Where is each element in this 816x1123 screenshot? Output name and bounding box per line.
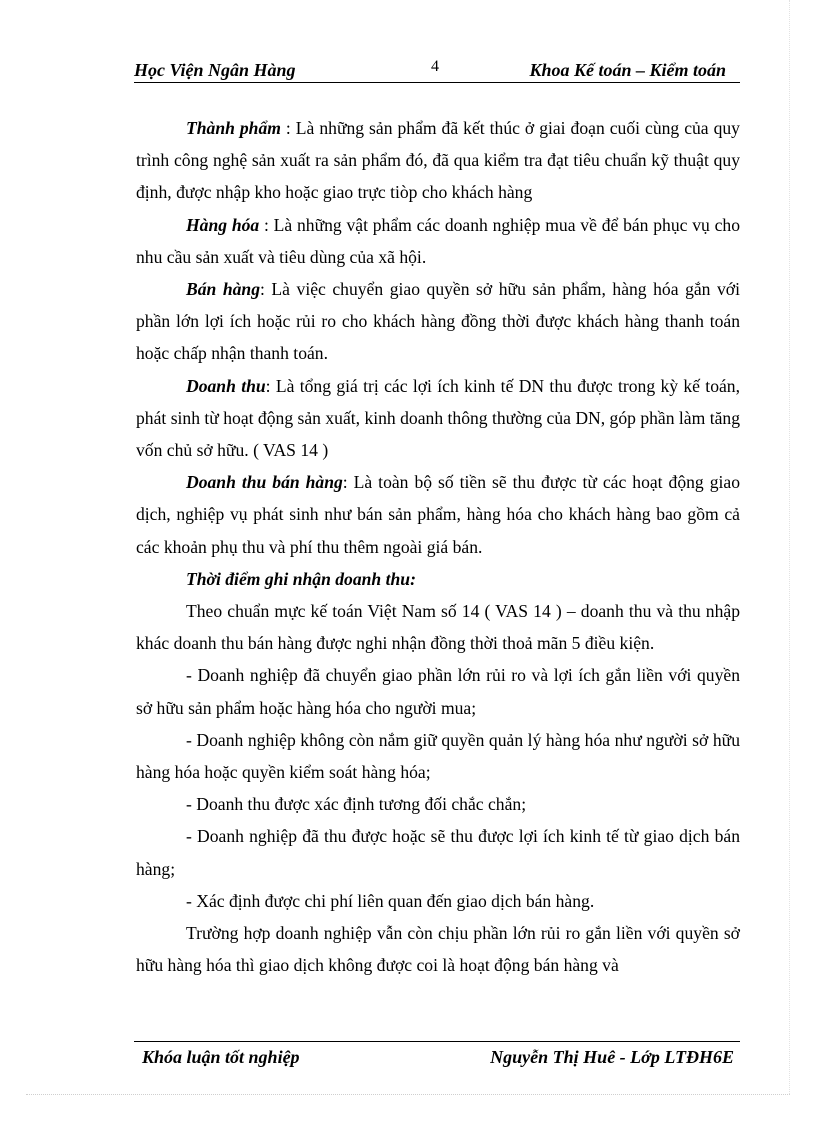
term: Doanh thu bán hàng bbox=[186, 472, 343, 493]
page-bottom-edge bbox=[26, 1094, 790, 1095]
page-number: 4 bbox=[431, 58, 439, 75]
footer-document-type: Khóa luận tốt nghiệp bbox=[142, 1047, 300, 1067]
paragraph: Doanh thu bán hàng: Là toàn bộ số tiền sẽ thu được từ các hoạt động giao dịch, nghiệp vụ phát sinh như bán sản phẩm, hàng hóa cho khách hàng bao gồm cả các khoản phụ thu và phí thu thêm ngoài giá bán. bbox=[136, 472, 740, 557]
term: Thời điểm ghi nhận doanh thu: bbox=[186, 568, 416, 589]
header-institution: Học Viện Ngân Hàng bbox=[134, 60, 296, 80]
term: Doanh thu bbox=[186, 375, 266, 396]
paragraph: Theo chuẩn mực kế toán Việt Nam số 14 ( VAS 14 ) – doanh thu và thu nhập khác doanh thu bán hàng được nghi nhận đồng thời thoả mãn 5 điều kiện. bbox=[136, 601, 740, 654]
page-footer bbox=[134, 1047, 740, 1071]
list-item: - Doanh nghiệp đã chuyển giao phần lớn rủi ro và lợi ích gắn liền với quyền sở hữu sản phẩm hoặc hàng hóa cho người mua; bbox=[136, 665, 740, 718]
list-item: - Doanh nghiệp không còn nắm giữ quyền quản lý hàng hóa như người sở hữu hàng hóa hoặc quyền kiểm soát hàng hóa; bbox=[136, 729, 740, 783]
paragraph: Trường hợp doanh nghiệp vẫn còn chịu phần lớn rủi ro gắn liền với quyền sở hữu hàng hóa thì giao dịch không được coi là hoạt động bán hàng và bbox=[136, 923, 740, 976]
list-item: - Doanh thu được xác định tương đối chắc chắn; bbox=[186, 794, 527, 815]
section-heading bbox=[136, 563, 740, 595]
page-header bbox=[134, 58, 740, 83]
footer-divider bbox=[134, 1041, 740, 1042]
paragraph: Doanh thu: Là tổng giá trị các lợi ích kinh tế DN thu được trong kỳ kế toán, phát sinh từ hoạt động sản xuất, kinh doanh thông thường của DN, góp phần làm tăng vốn chủ sở hữu. ( VAS 14 ) bbox=[136, 375, 740, 461]
list-item: - Xác định được chi phí liên quan đến giao dịch bán hàng. bbox=[186, 890, 595, 911]
paragraph: Hàng hóa : Là những vật phẩm các doanh nghiệp mua về để bán phục vụ cho nhu cầu sản xuất và tiêu dùng của xã hội. bbox=[136, 214, 740, 267]
list-item: - Doanh nghiệp đã thu được hoặc sẽ thu được lợi ích kinh tế từ giao dịch bán hàng; bbox=[136, 826, 740, 879]
paragraph: Thành phẩm : Là những sản phẩm đã kết thúc ở giai đoạn cuối cùng của quy trình công nghệ sản xuất ra sản phẩm đó, đã qua kiểm tra đạt tiêu chuẩn kỹ thuật quy định, được nhập kho hoặc giao trực tiòp cho khách hàng bbox=[136, 118, 740, 203]
term: Thành phẩm bbox=[186, 118, 281, 138]
footer-author: Nguyễn Thị Huê - Lớp LTĐH6E bbox=[490, 1047, 734, 1067]
paragraph: Bán hàng: Là việc chuyển giao quyền sở hữu sản phẩm, hàng hóa gắn với phần lớn lợi ích hoặc rủi ro cho khách hàng đồng thời được khách hàng thanh toán hoặc chấp nhận thanh toán. bbox=[136, 279, 740, 364]
document-body bbox=[136, 112, 740, 981]
term: Hàng hóa bbox=[186, 214, 260, 235]
page-right-edge bbox=[789, 0, 790, 1094]
term: Bán hàng bbox=[186, 279, 261, 300]
header-faculty: Khoa Kế toán – Kiểm toán bbox=[529, 60, 726, 80]
